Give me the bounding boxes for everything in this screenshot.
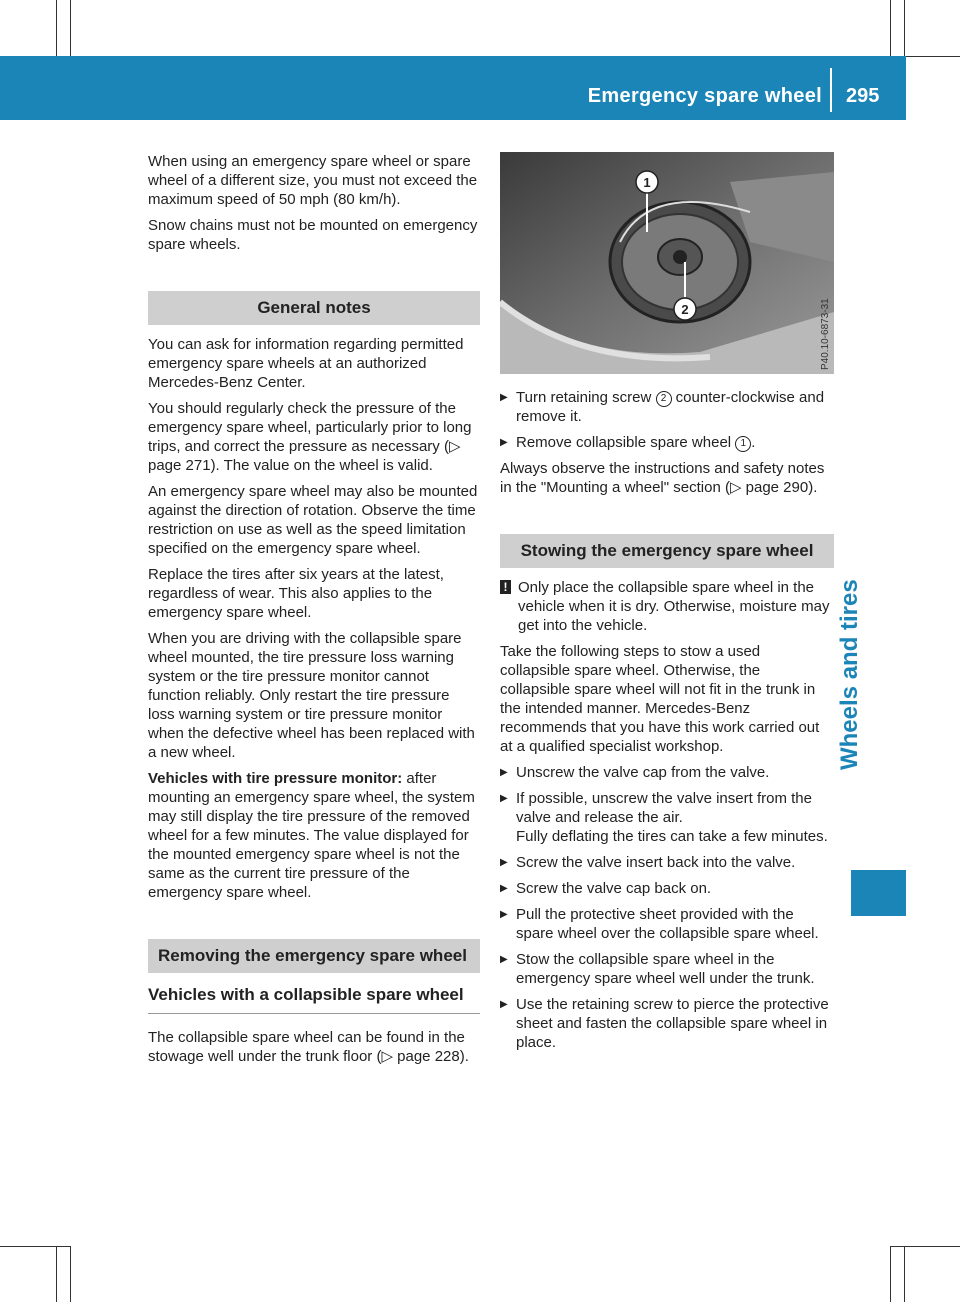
paragraph: Snow chains must not be mounted on emergency spare wheels. (148, 217, 478, 253)
crop-mark (890, 1246, 960, 1247)
step: ▶ Unscrew the valve cap from the valve. (500, 763, 834, 782)
tpm-label: Vehicles with tire pressure monitor: (148, 770, 403, 787)
crop-mark (890, 1246, 891, 1302)
crop-mark (70, 1246, 71, 1302)
paragraph: An emergency spare wheel may also be mounted against the direction of rotation. Observe the time restriction on use as well as the speed limitation specified on the emergency spare wheel. (148, 483, 478, 557)
paragraph: The collapsible spare wheel can be found in the stowage well under the trunk floor (▷ page 228). (148, 1029, 469, 1065)
crop-mark (56, 0, 57, 56)
paragraph: Always observe the instructions and safety notes in the "Mounting a wheel" section (▷ page 290). (500, 460, 825, 496)
paragraph: You can ask for information regarding permitted emergency spare wheels at an authorized Mercedes-Benz Center. (148, 336, 464, 391)
step: ▶ Screw the valve cap back on. (500, 879, 834, 898)
paragraph: You should regularly check the pressure of the emergency spare wheel, particularly prior to long trips, and correct the pressure as necessary (▷ page 271). The value on the wheel is valid. (148, 400, 472, 474)
step-turn-screw: ▶ Turn retaining screw 2 counter-clockwise and remove it. (500, 388, 834, 426)
paragraph: Replace the tires after six years at the latest, regardless of wear. This also applies to the emergency spare wheel. (148, 566, 444, 621)
step: ▶ Stow the collapsible spare wheel in the emergency spare wheel well under the trunk. (500, 950, 834, 988)
step: ▶ If possible, unscrew the valve insert from the valve and release the air. Fully deflating the tires can take a few minutes. (500, 789, 834, 846)
subheading-collapsible: Vehicles with a collapsible spare wheel (148, 983, 480, 1014)
svg-text:2: 2 (681, 302, 689, 317)
svg-text:1: 1 (643, 175, 651, 190)
page-title: Emergency spare wheel (587, 85, 822, 107)
step: ▶ Use the retaining screw to pierce the protective sheet and fasten the collapsible spare wheel in place. (500, 995, 834, 1052)
step: ▶ Pull the protective sheet provided with the spare wheel over the collapsible spare wheel. (500, 905, 834, 943)
left-column (148, 152, 480, 1073)
tpm-text: after mounting an emergency spare wheel, the system may still display the tire pressure of the removed wheel for a few minutes. The value displayed for the mounted emergency spare wheel is not the same as the current tire pressure of the emergency spare wheel. (148, 770, 475, 901)
chapter-tab-label: Wheels and tires (836, 579, 863, 770)
crop-mark (56, 1246, 57, 1302)
section-heading-stowing: Stowing the emergency spare wheel (500, 534, 834, 568)
paragraph: Take the following steps to stow a used collapsible spare wheel. Otherwise, the collapsible spare wheel will not fit in the trunk in the intended manner. Mercedes-Benz recommends that you have this work carried out at a qualified specialist workshop. (500, 643, 820, 755)
warning-note: ! Only place the collapsible spare wheel in the vehicle when it is dry. Otherwise, moisture may get into the vehicle. (500, 578, 834, 635)
crop-mark (70, 0, 71, 56)
section-heading-removing: Removing the emergency spare wheel (148, 939, 480, 973)
step-remove-wheel: ▶ Remove collapsible spare wheel 1 . (500, 433, 834, 452)
warning-icon: ! (500, 580, 511, 594)
paragraph: When using an emergency spare wheel or spare wheel of a different size, you must not exceed the maximum speed of 50 mph (80 km/h). (148, 153, 478, 208)
section-heading-general-notes: General notes (148, 291, 480, 325)
step: ▶ Screw the valve insert back into the valve. (500, 853, 834, 872)
crop-mark (904, 0, 905, 56)
crop-mark (890, 0, 891, 56)
crop-mark (904, 1246, 905, 1302)
paragraph: When you are driving with the collapsible spare wheel mounted, the tire pressure loss warning system or the tire pressure monitor cannot function reliably. Only restart the tire pressure loss warning system or tire pressure monitor when the defective wheel has been replaced with a new wheel. (148, 630, 475, 761)
photo-code: P40.10-6873-31 (820, 298, 831, 370)
chapter-tab-marker (851, 870, 906, 916)
page-number: 295 (846, 85, 880, 107)
spare-wheel-photo (500, 152, 834, 374)
right-column (500, 152, 834, 1059)
paragraph-tpm (148, 769, 480, 902)
header-divider (830, 68, 832, 112)
crop-mark (0, 1246, 70, 1247)
